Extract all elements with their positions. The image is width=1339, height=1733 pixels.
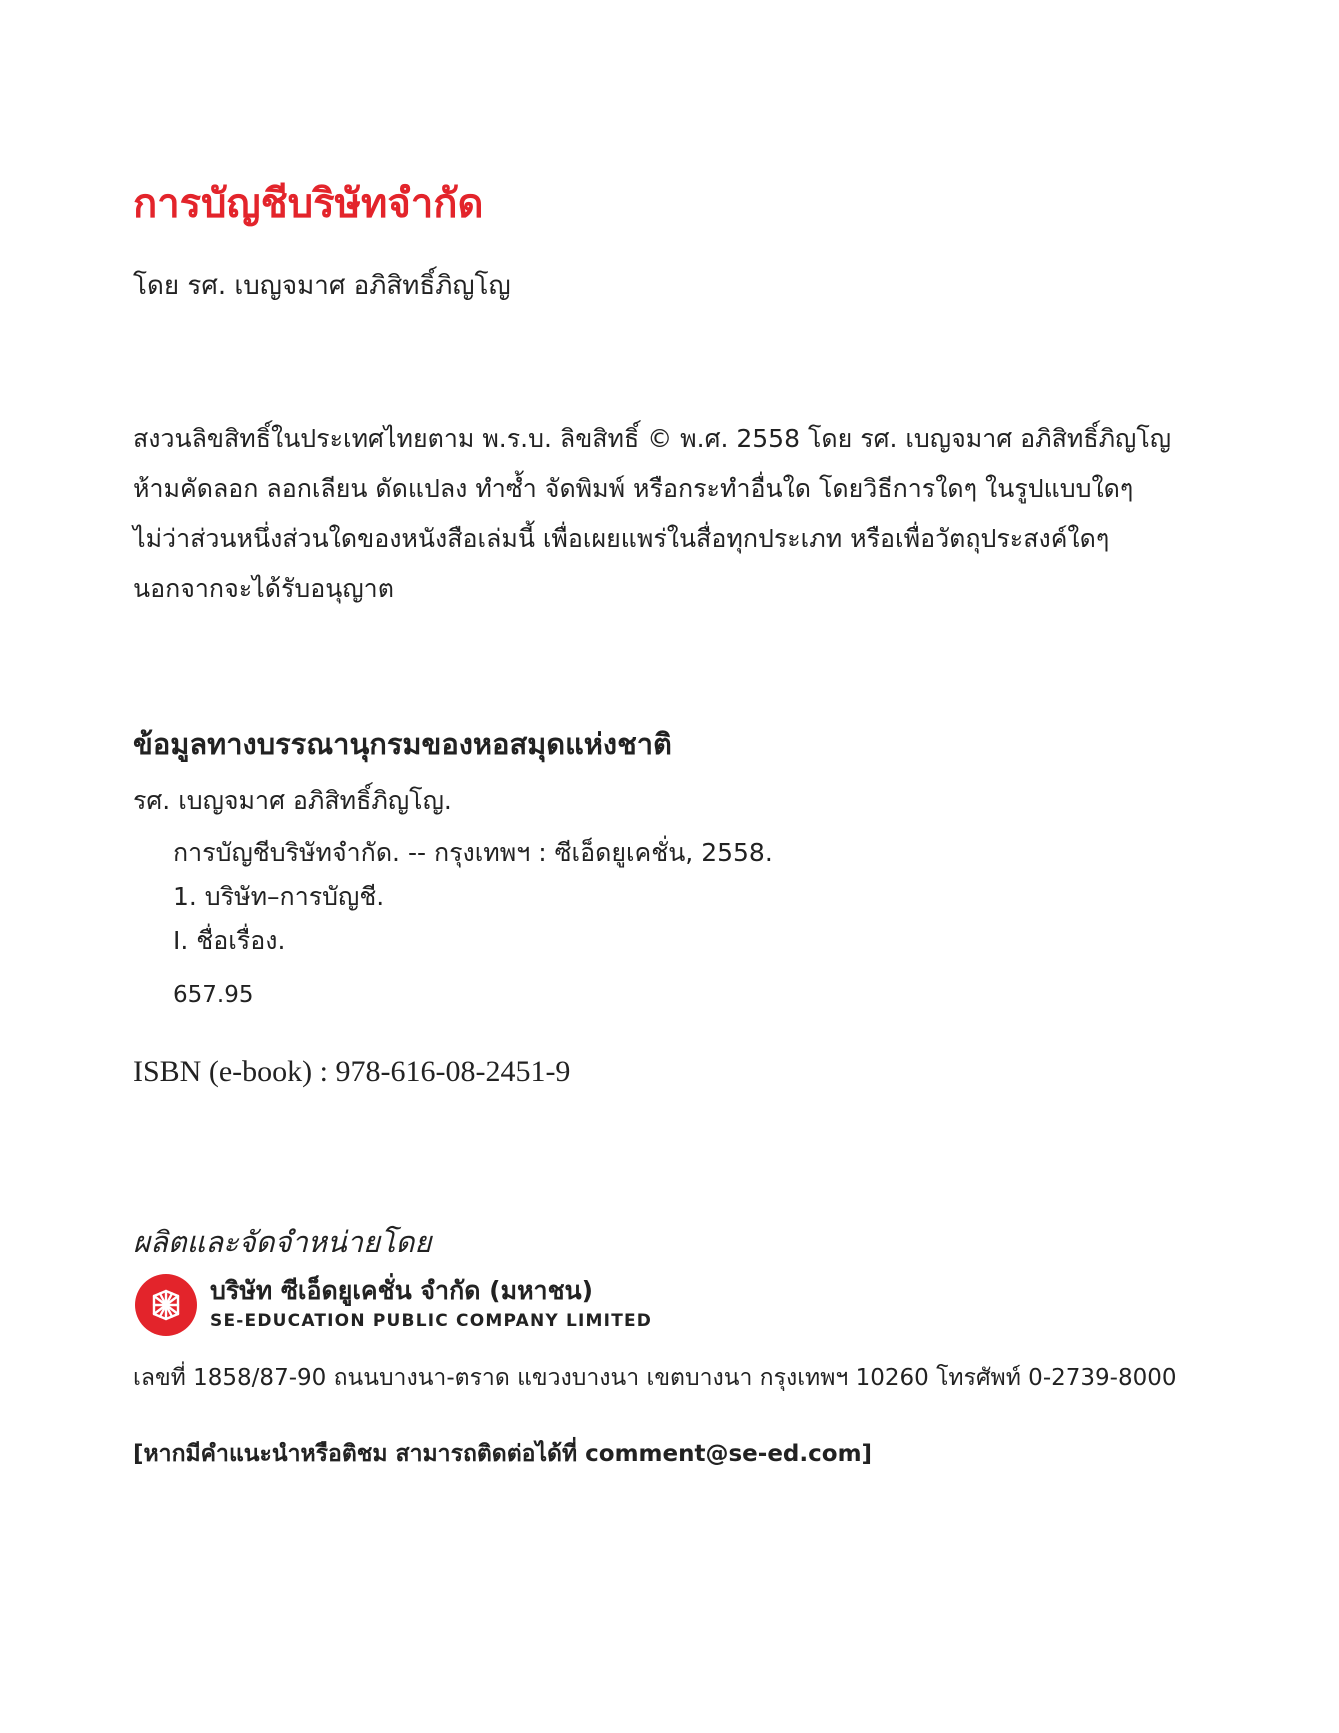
- copyright-line: ไม่ว่าส่วนหนึ่งส่วนใดของหนังสือเล่มนี้ เพื่อเผยแพร่ในสื่อทุกประเภท หรือเพื่อวัตถุประสงค์ใดๆ: [133, 524, 1110, 553]
- publisher-address: เลขที่ 1858/87-90 ถนนบางนา-ตราด แขวงบางนา เขตบางนา กรุงเทพฯ 10260 โทรศัพท์ 0-2739-8000: [133, 1365, 1177, 1391]
- copyright-line: นอกจากจะได้รับอนุญาต: [133, 574, 394, 603]
- copyright-line: ห้ามคัดลอก ลอกเลียน ดัดแปลง ทำซ้ำ จัดพิมพ์ หรือกระทำอื่นใด โดยวิธีการใดๆ ในรูปแบบใดๆ: [133, 474, 1134, 503]
- book-author: โดย รศ. เบญจมาศ อภิสิทธิ์ภิญโญ: [133, 271, 511, 301]
- company-name-english: SE-EDUCATION PUBLIC COMPANY LIMITED: [210, 1311, 653, 1331]
- cip-title-line: การบัญชีบริษัทจำกัด. -- กรุงเทพฯ : ซีเอ็ดยูเคชั่น, 2558.: [173, 838, 773, 867]
- cip-subject: 1. บริษัท–การบัญชี.: [173, 882, 385, 911]
- company-name-thai: บริษัท ซีเอ็ดยูเคชั่น จำกัด (มหาชน): [210, 1276, 594, 1305]
- cip-author: รศ. เบญจมาศ อภิสิทธิ์ภิญโญ.: [133, 786, 452, 815]
- book-title: การบัญชีบริษัทจำกัด: [133, 180, 484, 227]
- cip-heading: ข้อมูลทางบรรณานุกรมของหอสมุดแห่งชาติ: [133, 727, 672, 761]
- copyright-notice: [133, 414, 1233, 614]
- distributor-label: ผลิตและจัดจำหน่ายโดย: [133, 1225, 432, 1259]
- cip-classification: 657.95: [173, 982, 254, 1008]
- isbn: ISBN (e-book) : 978-616-08-2451-9: [133, 1055, 571, 1088]
- se-ed-logo-icon: [135, 1274, 197, 1336]
- feedback-contact: [หากมีคำแนะนำหรือติชม สามารถติดต่อได้ที่ comment@se-ed.com]: [133, 1441, 873, 1467]
- copyright-line: สงวนลิขสิทธิ์ในประเทศไทยตาม พ.ร.บ. ลิขสิทธิ์ © พ.ศ. 2558 โดย รศ. เบญจมาศ อภิสิทธิ์ภิญโญ: [133, 424, 1172, 453]
- cip-title-entry: I. ชื่อเรื่อง.: [173, 926, 286, 955]
